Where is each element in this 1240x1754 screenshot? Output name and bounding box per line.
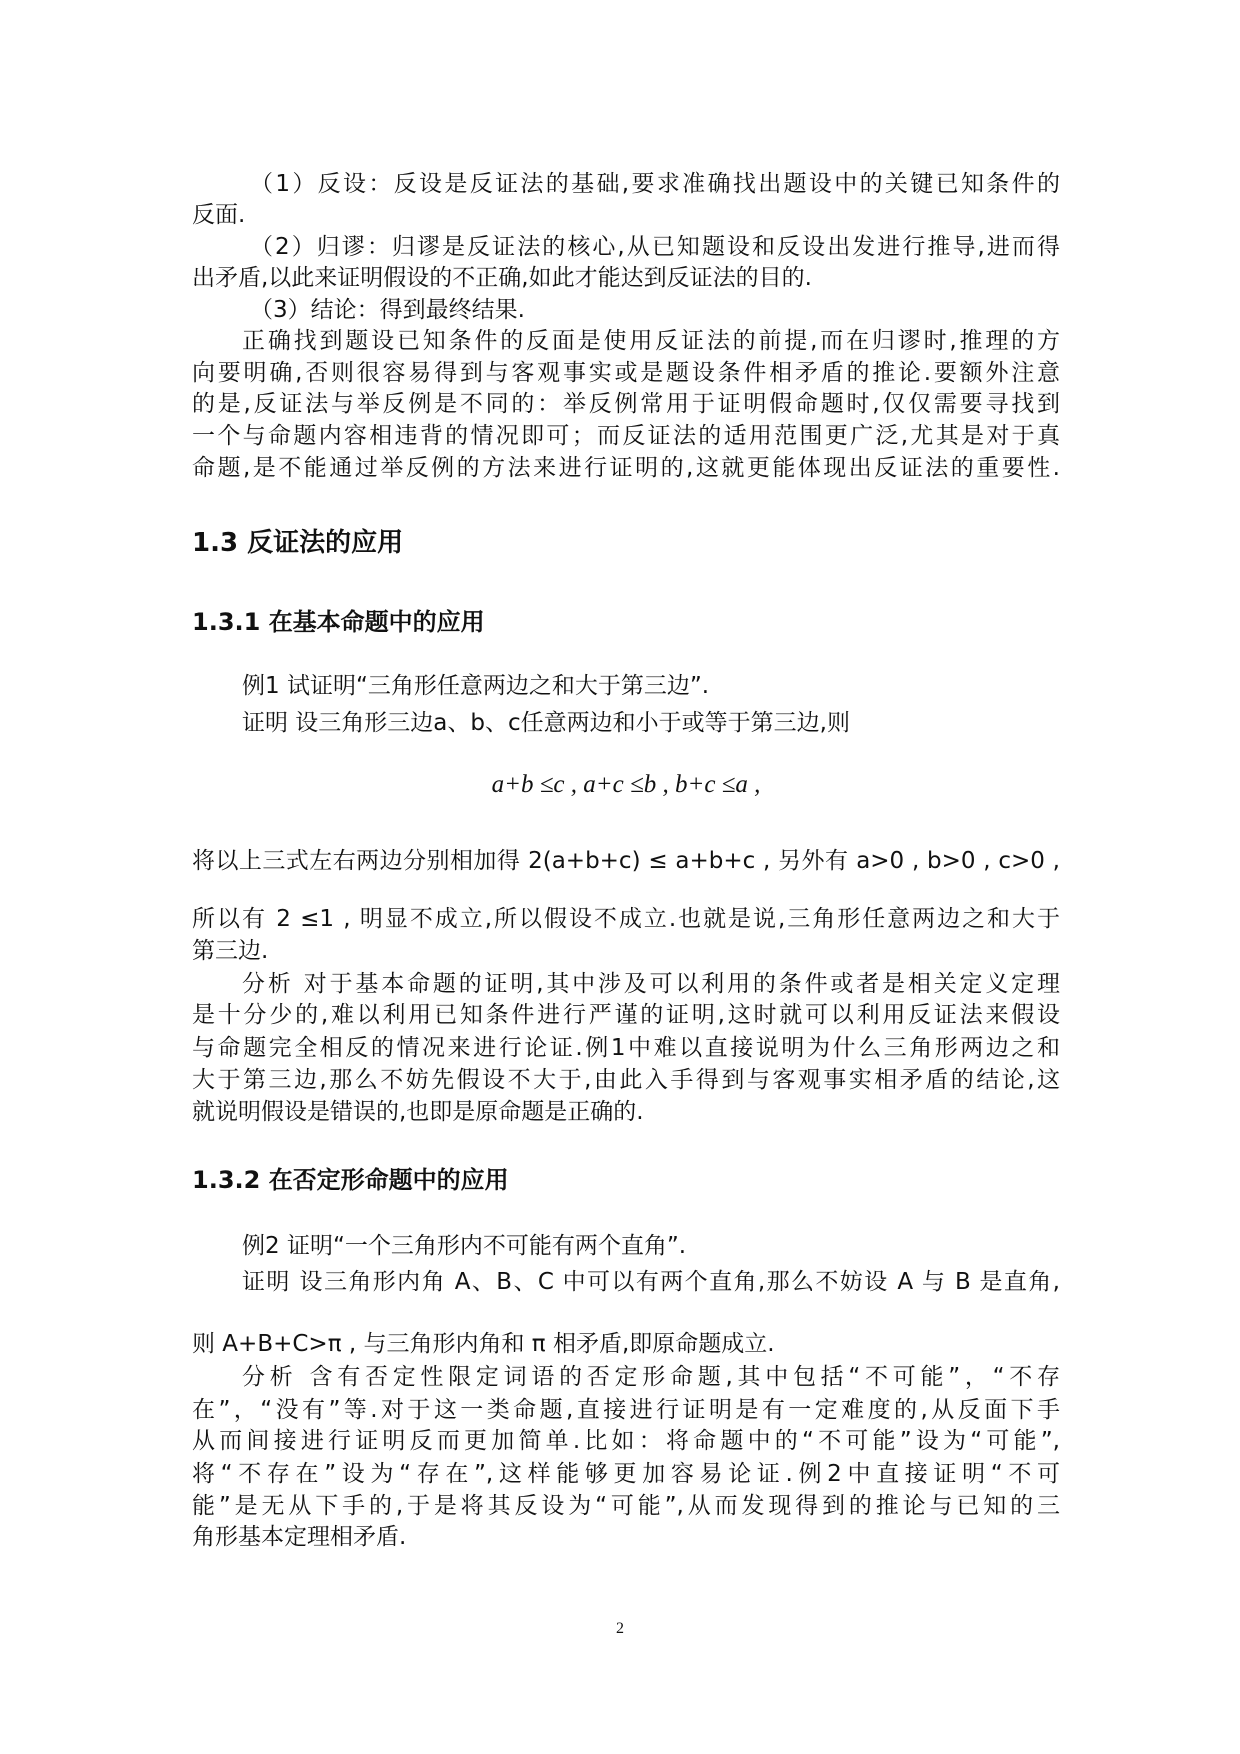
subsection-heading: 1.3.2 在否定形命题中的应用 <box>192 1166 509 1194</box>
text-line: 与命题完全相反的情况来进行论证.例1中难以直接说明为什么三角形两边之和 <box>192 1035 1060 1061</box>
text-line: 一个与命题内容相违背的情况即可；而反证法的适用范围更广泛,尤其是对于真 <box>192 423 1060 449</box>
text-line: 第三边. <box>192 938 269 964</box>
text-line: 例2 证明“一个三角形内不可能有两个直角”. <box>242 1233 687 1259</box>
text-line: 是十分少的,难以利用已知条件进行严谨的证明,这时就可以利用反证法来假设 <box>192 1002 1060 1028</box>
text-line: 能”是无从下手的,于是将其反设为“可能”,从而发现得到的推论与已知的三 <box>192 1493 1060 1519</box>
text-line: 大于第三边,那么不妨先假设不大于,由此入手得到与客观事实相矛盾的结论,这 <box>192 1067 1060 1093</box>
text-line: 角形基本定理相矛盾. <box>192 1524 407 1550</box>
text-line: 的是,反证法与举反例是不同的：举反例常用于证明假命题时,仅仅需要寻找到 <box>192 391 1060 417</box>
text-line: 证明 设三角形内角 A、B、C 中可以有两个直角,那么不妨设 A 与 B 是直角, <box>242 1269 1060 1295</box>
text-line: 分析 含有否定性限定词语的否定形命题,其中包括“不可能”，“不存 <box>242 1364 1060 1390</box>
section-heading: 1.3 反证法的应用 <box>192 528 404 558</box>
text-line: 将“不存在”设为“存在”,这样能够更加容易论证.例2中直接证明“不可 <box>192 1461 1060 1487</box>
text-line: 命题,是不能通过举反例的方法来进行证明的,这就更能体现出反证法的重要性. <box>192 455 1060 481</box>
text-line: 从而间接进行证明反而更加简单.比如：将命题中的“不可能”设为“可能”, <box>192 1428 1060 1454</box>
math-formula: a+b ≤c , a+c ≤b , b+c ≤a , <box>491 771 761 798</box>
text-line: 正确找到题设已知条件的反面是使用反证法的前提,而在归谬时,推理的方 <box>242 328 1060 354</box>
text-line: 则 A+B+C>π , 与三角形内角和 π 相矛盾,即原命题成立. <box>192 1331 775 1357</box>
text-line: 出矛盾,以此来证明假设的不正确,如此才能达到反证法的目的. <box>192 265 812 291</box>
text-line: （1）反设：反设是反证法的基础,要求准确找出题设中的关键已知条件的 <box>250 171 1060 197</box>
text-line: 向要明确,否则很容易得到与客观事实或是题设条件相矛盾的推论.要额外注意 <box>192 360 1060 386</box>
text-line: 反面. <box>192 202 246 228</box>
text-line: 在”，“没有”等.对于这一类命题,直接进行证明是有一定难度的,从反面下手 <box>192 1397 1060 1423</box>
text-line: 将以上三式左右两边分别相加得 2(a+b+c) ≤ a+b+c , 另外有 a>0 , b>0 , c>0 , <box>192 848 1060 874</box>
page-number: 2 <box>616 1620 624 1637</box>
subsection-heading: 1.3.1 在基本命题中的应用 <box>192 608 485 636</box>
text-line: 分析 对于基本命题的证明,其中涉及可以利用的条件或者是相关定义定理 <box>242 971 1060 997</box>
text-line: 所以有 2 ≤1 , 明显不成立,所以假设不成立.也就是说,三角形任意两边之和大于 <box>192 906 1060 932</box>
text-line: 例1 试证明“三角形任意两边之和大于第三边”. <box>242 673 710 699</box>
text-line: （2）归谬：归谬是反证法的核心,从已知题设和反设出发进行推导,进而得 <box>250 234 1060 260</box>
text-line: 就说明假设是错误的,也即是原命题是正确的. <box>192 1099 644 1125</box>
text-line: （3）结论：得到最终结果. <box>250 297 525 323</box>
text-line: 证明 设三角形三边a、b、c任意两边和小于或等于第三边,则 <box>242 710 850 736</box>
